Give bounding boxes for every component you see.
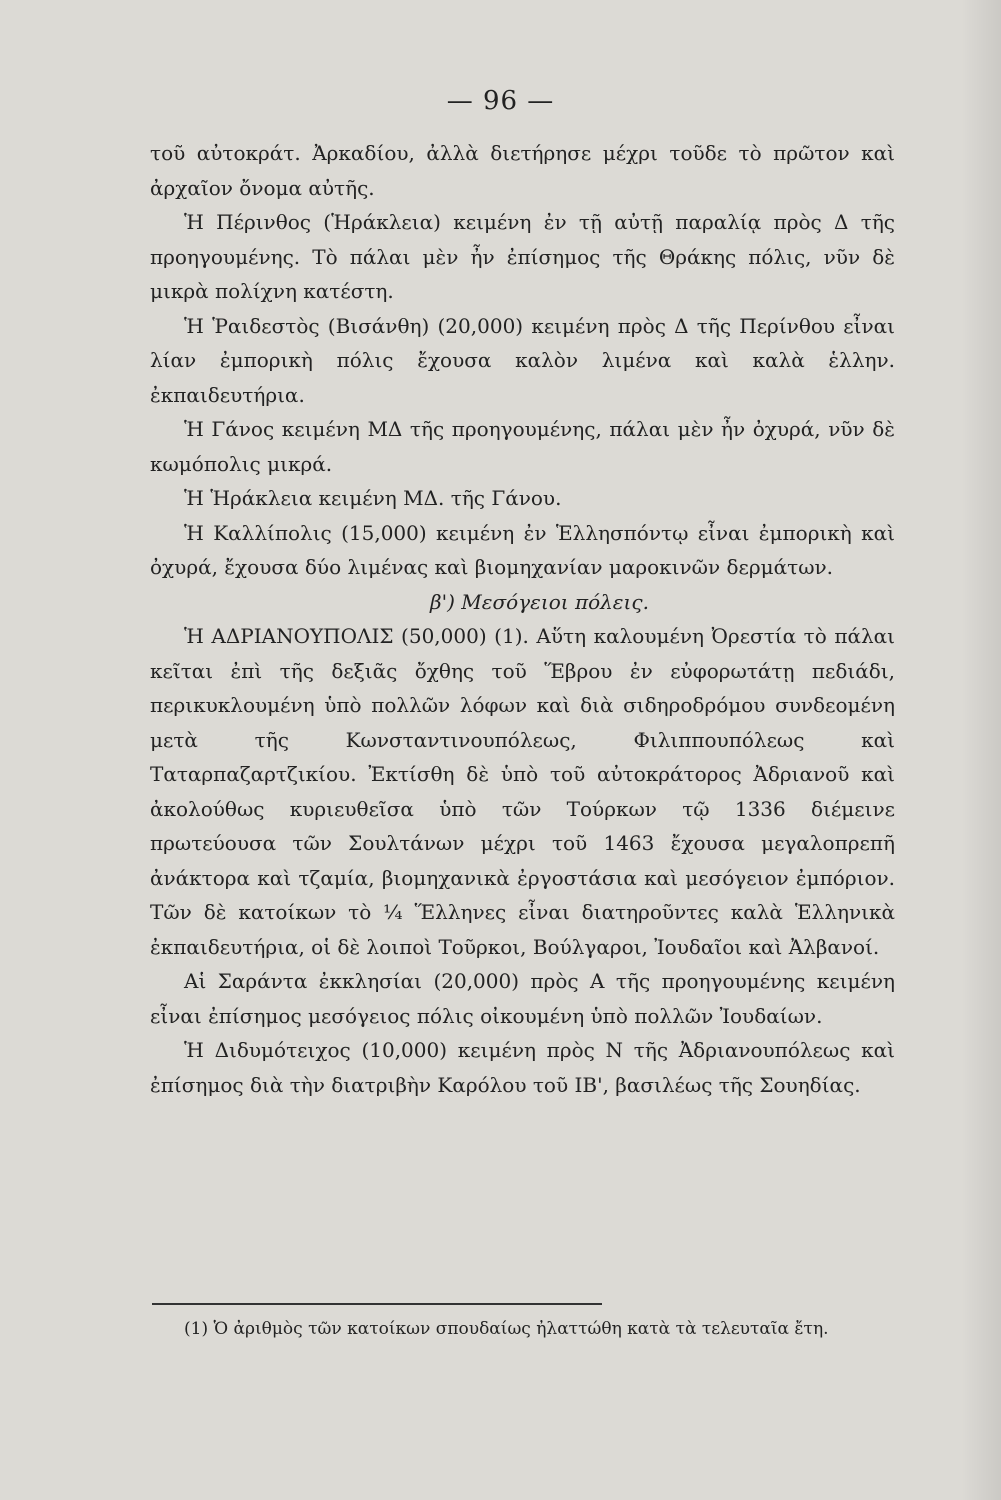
paragraph-continuation: τοῦ αὐτοκράτ. Ἀρκαδίου, ἀλλὰ διετήρησε μέχρι τοῦδε τὸ πρῶτον καὶ ἀρχαῖον ὄνομα αὐτῆς. <box>150 141 895 200</box>
paragraph-herakleia: Ἡ Ἡράκλεια κειμένη ΜΔ. τῆς Γάνου. <box>184 486 562 510</box>
footnote: (1) Ὁ ἀριθμὸς τῶν κατοίκων σπουδαίως ἠλαττώθη κατὰ τὰ τελευταῖα ἔτη. <box>184 1319 829 1339</box>
paragraph-didymoteichos: Ἡ Διδυμότειχος (10,000) κειμένη πρὸς Ν τῆς Ἀδριανουπόλεως καὶ ἐπίσημος διὰ τὴν διατριβὴν Καρόλου τοῦ ΙΒ', βασιλέως τῆς Σουηδίας. <box>150 1038 895 1097</box>
paragraph-ganos: Ἡ Γάνος κειμένη ΜΔ τῆς προηγουμένης, πάλαι μὲν ἦν ὀχυρά, νῦν δὲ κωμόπολις μικρά. <box>150 417 895 476</box>
page-edge-shadow <box>961 0 1001 1500</box>
paragraph-saranta-ekklesiai: Αἱ Σαράντα ἐκκλησίαι (20,000) πρὸς Α τῆς προηγουμένης κειμένη εἶναι ἐπίσημος μεσόγειος πόλις οἰκουμένη ὑπὸ πολλῶν Ἰουδαίων. <box>150 969 895 1028</box>
page-number: — 96 — <box>446 86 555 116</box>
paragraph-adrianople: Ἡ ΑΔΡΙΑΝΟΥΠΟΛΙΣ (50,000) (1). Αὕτη καλουμένη Ὀρεστία τὸ πάλαι κεῖται ἐπὶ τῆς δεξιᾶς ὄχθης τοῦ Ἕβρου ἐν εὐφορωτάτῃ πεδιάδι, περικυκλουμένη ὑπὸ πολλῶν λόφων καὶ διὰ σιδηροδρόμου συνδεομένη μετὰ τῆς Κωνσταντινουπόλεως, Φιλιππουπόλεως καὶ Ταταρπαζαρτζικίου. Ἐκτίσθη δὲ ὑπὸ τοῦ αὐτοκράτορος Ἀδριανοῦ καὶ ἀκολούθως κυριευθεῖσα ὑπὸ τῶν Τούρκων τῷ 1336 διέμεινε πρωτεύουσα τῶν Σουλτάνων μέχρι τοῦ 1463 ἔχουσα μεγαλοπρεπῆ ἀνάκτορα καὶ τζαμία, βιομηχανικὰ ἐργοστάσια καὶ μεσόγειον ἐμπόριον. Τῶν δὲ κατοίκων τὸ ¼ Ἕλληνες εἶναι διατηροῦντες καλὰ Ἑλληνικὰ ἐκπαιδευτήρια, οἱ δὲ λοιποὶ Τοῦρκοι, Βούλγαροι, Ἰουδαῖοι καὶ Ἀλβανοί. <box>150 624 895 959</box>
paragraph-perinthos: Ἡ Πέρινθος (Ἡράκλεια) κειμένη ἐν τῇ αὐτῇ παραλίᾳ πρὸς Δ τῆς προηγουμένης. Τὸ πάλαι μὲν ἦν ἐπίσημος τῆς Θράκης πόλις, νῦν δὲ μικρὰ πολίχνη κατέστη. <box>150 210 895 303</box>
footnote-divider <box>152 1303 602 1305</box>
paragraph-raidestos: Ἡ Ῥαιδεστὸς (Βισάνθη) (20,000) κειμένη πρὸς Δ τῆς Περίνθου εἶναι λίαν ἐμπορικὴ πόλις ἔχουσα καλὸν λιμένα καὶ καλὰ ἑλλην. ἐκπαιδευτήρια. <box>150 313 895 407</box>
paragraph-kallipolis: Ἡ Καλλίπολις (15,000) κειμένη ἐν Ἑλλησπόντῳ εἶναι ἐμπορικὴ καὶ ὀχυρά, ἔχουσα δύο λιμένας καὶ βιομηχανίαν μαροκινῶν δερμάτων. <box>150 520 895 579</box>
main-text <box>150 136 895 1102</box>
section-subheading: β') Μεσόγειοι πόλεις. <box>430 589 649 614</box>
